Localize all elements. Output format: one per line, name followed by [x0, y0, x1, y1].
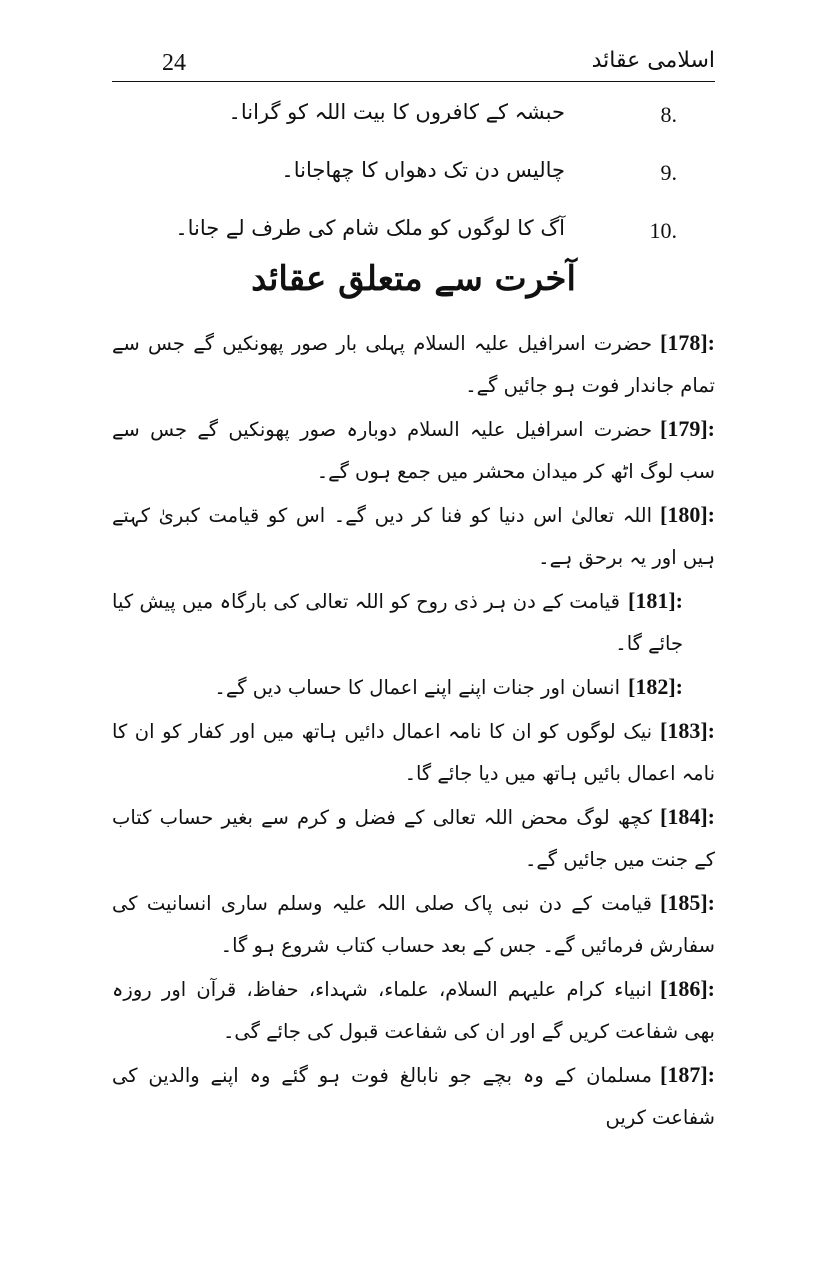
- paragraph-text: اللہ تعالیٰ اس دنیا کو فنا کر دیں گے۔ اس کو قیامت کبریٰ کہتے ہیں اور یہ برحق ہے۔: [112, 504, 715, 569]
- header-rule: [112, 81, 715, 82]
- paragraph-183: [112, 710, 715, 795]
- paragraph-ref: [182]:: [628, 674, 683, 699]
- paragraph-text: قیامت کے دن نبی پاک صلی اللہ علیہ وسلم ساری انسانیت کی سفارش فرمائیں گے۔ جس کے بعد حساب کتاب شروع ہو گا۔: [112, 892, 715, 957]
- paragraph-text: انسان اور جنات اپنے اپنے اعمال کا حساب دیں گے۔: [214, 676, 621, 699]
- paragraph-text: نیک لوگوں کو ان کا نامہ اعمال دائیں ہاتھ میں اور کفار کو ان کا نامہ اعمال بائیں ہاتھ میں دیا جائے گا۔: [112, 720, 715, 785]
- paragraph-184: [112, 796, 715, 881]
- list-item: [112, 206, 715, 264]
- list-item-text: حبشہ کے کافروں کا بیت اللہ کو گرانا۔: [228, 100, 565, 124]
- paragraph-185: [112, 882, 715, 967]
- numbered-list: [112, 90, 715, 264]
- paragraph-182: [112, 666, 715, 709]
- paragraph-ref: [181]:: [628, 588, 683, 613]
- paragraph-178: [112, 322, 715, 407]
- paragraph-text: مسلمان کے وہ بچے جو نابالغ فوت ہو گئے وہ اپنے والدین کی شفاعت کریں: [112, 1064, 715, 1129]
- list-item: [112, 90, 715, 148]
- paragraph-180: [112, 494, 715, 579]
- paragraph-ref: [187]:: [660, 1062, 715, 1087]
- paragraph-187: [112, 1054, 715, 1139]
- paragraph-ref: [184]:: [660, 804, 715, 829]
- paragraph-ref: [178]:: [660, 330, 715, 355]
- paragraph-ref: [185]:: [660, 890, 715, 915]
- paragraph-text: قیامت کے دن ہر ذی روح کو اللہ تعالی کی بارگاہ میں پیش کیا جائے گا۔: [112, 590, 683, 655]
- list-item-number: 10.: [649, 218, 677, 243]
- paragraph-186: [112, 968, 715, 1053]
- list-item-text: آگ کا لوگوں کو ملک شام کی طرف لے جانا۔: [175, 216, 565, 240]
- paragraph-text: انبیاء کرام علیہم السلام، علماء، شہداء، حفاظ، قرآن اور روزہ بھی شفاعت کریں گے اور ان کی شفاعت قبول کی جائے گی۔: [112, 978, 715, 1043]
- paragraph-ref: [183]:: [660, 718, 715, 743]
- list-item-number: 8.: [660, 102, 677, 127]
- paragraph-ref: [179]:: [660, 416, 715, 441]
- running-title: اسلامی عقائد: [591, 48, 715, 73]
- page-number: 24: [162, 50, 186, 76]
- list-item: [112, 148, 715, 206]
- paragraph-text: حضرت اسرافیل علیہ السلام دوبارہ صور پھونکیں گے جس سے سب لوگ اٹھ کر میدان محشر میں جمع ہوں گے۔: [112, 418, 715, 483]
- paragraph-179: [112, 408, 715, 493]
- list-item-number: 9.: [660, 160, 677, 185]
- paragraph-181: [112, 580, 715, 665]
- list-item-text: چالیس دن تک دھواں کا چھاجانا۔: [281, 158, 565, 182]
- section-heading: آخرت سے متعلق عقائد: [251, 259, 576, 299]
- paragraph-text: حضرت اسرافیل علیہ السلام پہلی بار صور پھونکیں گے جس سے تمام جاندار فوت ہو جائیں گے۔: [112, 332, 715, 397]
- page-header: [112, 44, 715, 82]
- paragraph-ref: [186]:: [660, 976, 715, 1001]
- paragraph-ref: [180]:: [660, 502, 715, 527]
- paragraph-text: کچھ لوگ محض اللہ تعالی کے فضل و کرم سے بغیر حساب کتاب کے جنت میں جائیں گے۔: [112, 806, 715, 871]
- belief-paragraphs: [112, 322, 715, 1140]
